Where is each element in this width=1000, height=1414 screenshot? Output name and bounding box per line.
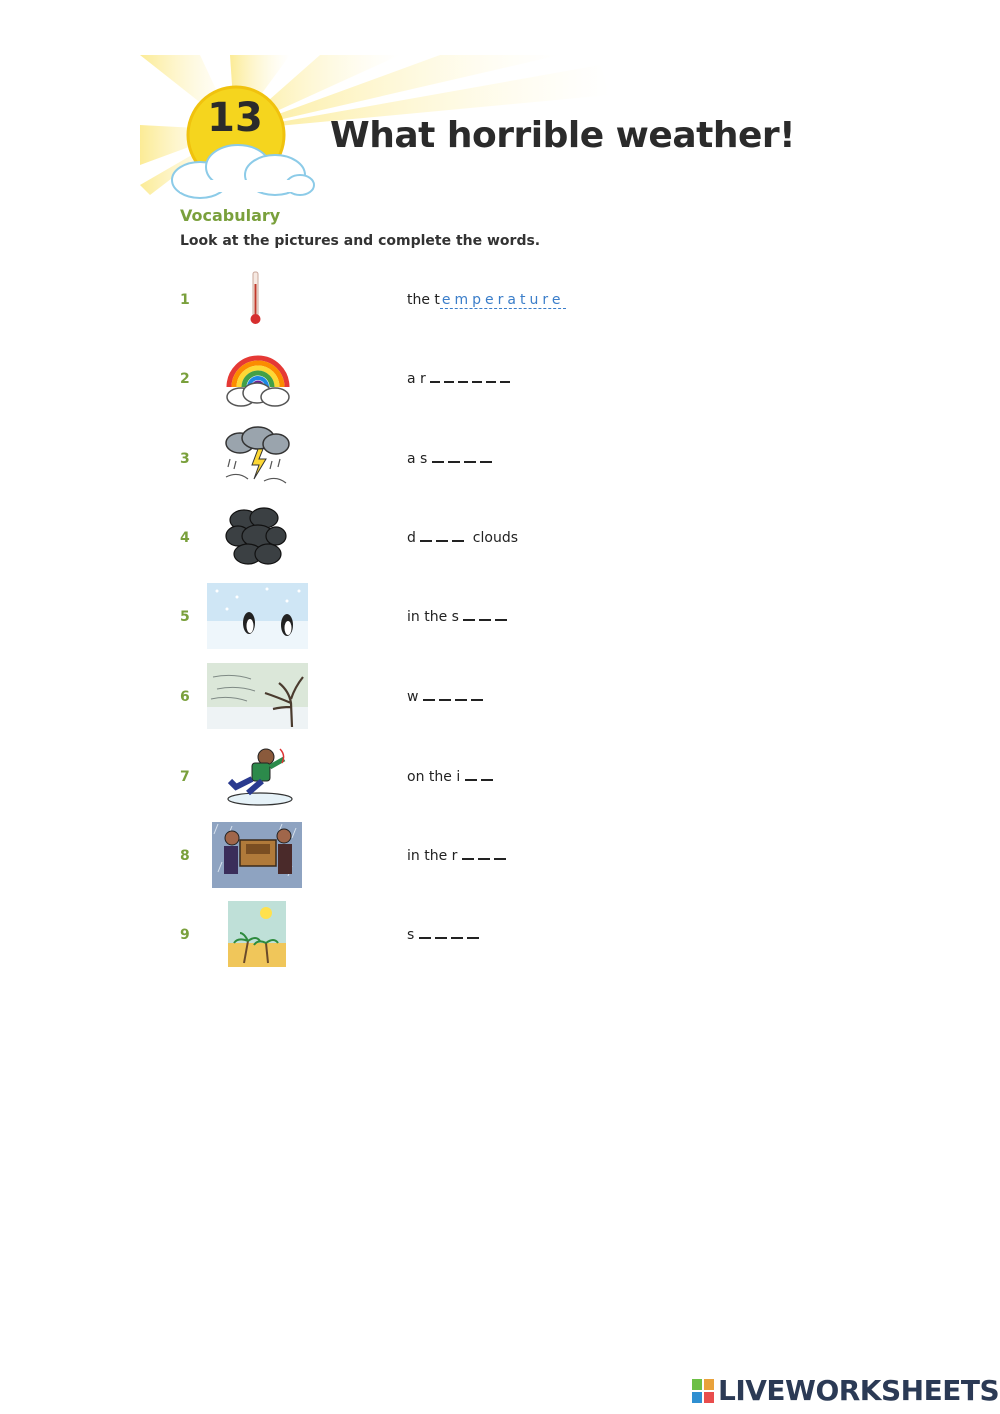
list-item xyxy=(0,915,1000,975)
item-prompt xyxy=(407,848,510,864)
item-number: 7 xyxy=(180,769,190,785)
item-prefix: s xyxy=(407,927,415,943)
sunny-desert-image xyxy=(228,901,286,967)
item-prefix: the t xyxy=(407,292,440,308)
answer-input[interactable] xyxy=(465,769,497,785)
liveworksheets-logo-icon xyxy=(692,1379,714,1403)
item-number: 3 xyxy=(180,451,190,467)
thermometer-icon xyxy=(246,270,266,330)
answer-input[interactable] xyxy=(419,927,483,943)
slipping-on-ice-image xyxy=(222,743,294,809)
instruction-text: Look at the pictures and complete the words. xyxy=(180,233,541,249)
item-number: 2 xyxy=(180,371,190,387)
answer-input[interactable] xyxy=(462,848,510,864)
item-prefix: d xyxy=(407,530,416,546)
list-item xyxy=(0,677,1000,737)
answer-input[interactable]: emperature xyxy=(441,292,565,308)
liveworksheets-logo xyxy=(692,1374,999,1407)
item-prefix: a r xyxy=(407,371,426,387)
list-item xyxy=(0,518,1000,578)
answer-input[interactable] xyxy=(423,689,487,705)
list-item xyxy=(0,359,1000,419)
windy-tree-image xyxy=(207,663,308,729)
item-prefix: in the r xyxy=(407,848,458,864)
rainbow-icon xyxy=(223,347,293,411)
item-prompt xyxy=(407,689,487,705)
answer-input[interactable] xyxy=(463,609,511,625)
item-prompt xyxy=(407,609,511,625)
item-prefix: on the i xyxy=(407,769,461,785)
people-in-rain-image xyxy=(212,822,302,888)
answer-input[interactable] xyxy=(432,451,496,467)
item-number: 9 xyxy=(180,927,190,943)
item-prompt xyxy=(407,927,483,943)
answer-input[interactable] xyxy=(430,371,514,387)
item-number: 4 xyxy=(180,530,190,546)
storm-icon xyxy=(222,425,292,491)
item-number: 5 xyxy=(180,609,190,625)
logo-text: LIVEWORKSHEETS xyxy=(718,1374,1000,1407)
item-suffix: clouds xyxy=(472,530,519,546)
answer-input[interactable] xyxy=(420,530,472,546)
list-item xyxy=(0,836,1000,896)
dark-clouds-icon xyxy=(224,506,288,570)
item-prompt xyxy=(407,451,496,467)
page-title: What horrible weather! xyxy=(330,115,796,156)
item-number: 6 xyxy=(180,689,190,705)
item-prefix: in the s xyxy=(407,609,459,625)
list-item xyxy=(0,439,1000,499)
penguins-snow-image xyxy=(207,583,308,649)
unit-number: 13 xyxy=(207,95,263,141)
item-prompt xyxy=(407,769,497,785)
item-number: 1 xyxy=(180,292,190,308)
item-prefix: a s xyxy=(407,451,428,467)
item-prompt xyxy=(407,530,518,546)
list-item xyxy=(0,280,1000,340)
item-prompt xyxy=(407,371,514,387)
item-prefix: w xyxy=(407,689,419,705)
item-number: 8 xyxy=(180,848,190,864)
list-item xyxy=(0,757,1000,817)
section-heading: Vocabulary xyxy=(180,206,281,225)
item-prompt xyxy=(407,292,566,308)
list-item xyxy=(0,597,1000,657)
